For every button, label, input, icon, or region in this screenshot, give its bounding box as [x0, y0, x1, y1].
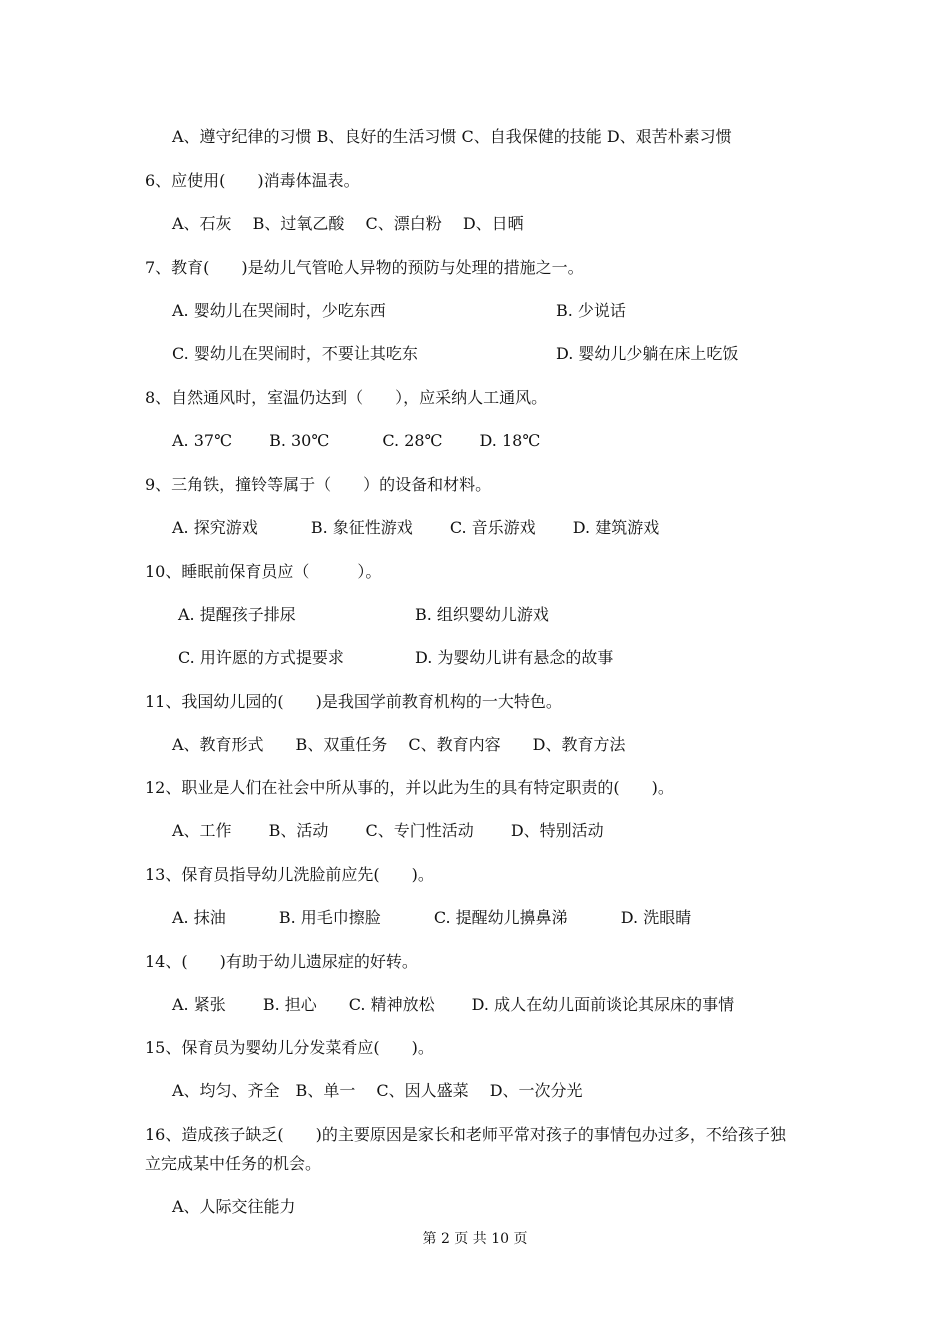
- question-7: 7、教育( )是幼儿气管呛人异物的预防与处理的措施之一。: [145, 258, 584, 277]
- page-footer: 第 2 页 共 10 页: [422, 1231, 528, 1247]
- question-15: 15、保育员为婴幼儿分发菜肴应( )。: [145, 1038, 434, 1057]
- q10-option-d: D. 为婴幼儿讲有悬念的故事: [415, 648, 614, 667]
- question-14: 14、( )有助于幼儿遗尿症的好转。: [145, 952, 418, 971]
- question-13: 13、保育员指导幼儿洗脸前应先( )。: [145, 865, 434, 884]
- q7-option-c: C. 婴幼儿在哭闹时，不要让其吃东: [172, 344, 418, 363]
- question-16: 16、造成孩子缺乏( )的主要原因是家长和老师平常对孩子的事情包办过多，不给孩子独: [145, 1125, 786, 1144]
- q15-options: A、均匀、齐全 B、单一 C、因人盛菜 D、一次分光: [172, 1081, 583, 1100]
- q7-option-a: A. 婴幼儿在哭闹时，少吃东西: [172, 301, 386, 320]
- q7-option-b: B. 少说话: [556, 301, 626, 320]
- q8-options: A. 37℃ B. 30℃ C. 28℃ D. 18℃: [172, 431, 541, 450]
- q12-options: A、工作 B、活动 C、专门性活动 D、特别活动: [172, 821, 604, 840]
- q13-options: A. 抹油 B. 用毛巾擦脸 C. 提醒幼儿擤鼻涕 D. 洗眼睛: [172, 908, 692, 927]
- q14-options: A. 紧张 B. 担心 C. 精神放松 D. 成人在幼儿面前谈论其尿床的事情: [172, 995, 735, 1014]
- q5-options: A、遵守纪律的习惯 B、良好的生活习惯 C、自我保健的技能 D、艰苦朴素习惯: [172, 127, 732, 146]
- q10-option-a: A. 提醒孩子排尿: [178, 605, 296, 624]
- q7-option-d: D. 婴幼儿少躺在床上吃饭: [556, 344, 739, 363]
- question-16-continued: 立完成某中任务的机会。: [145, 1154, 322, 1173]
- question-9: 9、三角铁，撞铃等属于（ ）的设备和材料。: [145, 475, 492, 494]
- q10-option-b: B. 组织婴幼儿游戏: [415, 605, 549, 624]
- q11-options: A、教育形式 B、双重任务 C、教育内容 D、教育方法: [172, 735, 626, 754]
- question-8: 8、自然通风时，室温仍达到（ ），应采纳人工通风。: [145, 388, 548, 407]
- q10-option-c: C. 用许愿的方式提要求: [178, 648, 344, 667]
- question-6: 6、应使用( )消毒体温表。: [145, 171, 360, 190]
- q9-options: A. 探究游戏 B. 象征性游戏 C. 音乐游戏 D. 建筑游戏: [172, 518, 660, 537]
- question-10: 10、睡眠前保育员应（ ）。: [145, 562, 382, 581]
- q16-option-a: A、人际交往能力: [172, 1197, 296, 1216]
- question-11: 11、我国幼儿园的( )是我国学前教育机构的一大特色。: [145, 692, 562, 711]
- question-12: 12、职业是人们在社会中所从事的，并以此为生的具有特定职责的( )。: [145, 778, 674, 797]
- q6-options: A、石灰 B、过氧乙酸 C、漂白粉 D、日晒: [172, 214, 524, 233]
